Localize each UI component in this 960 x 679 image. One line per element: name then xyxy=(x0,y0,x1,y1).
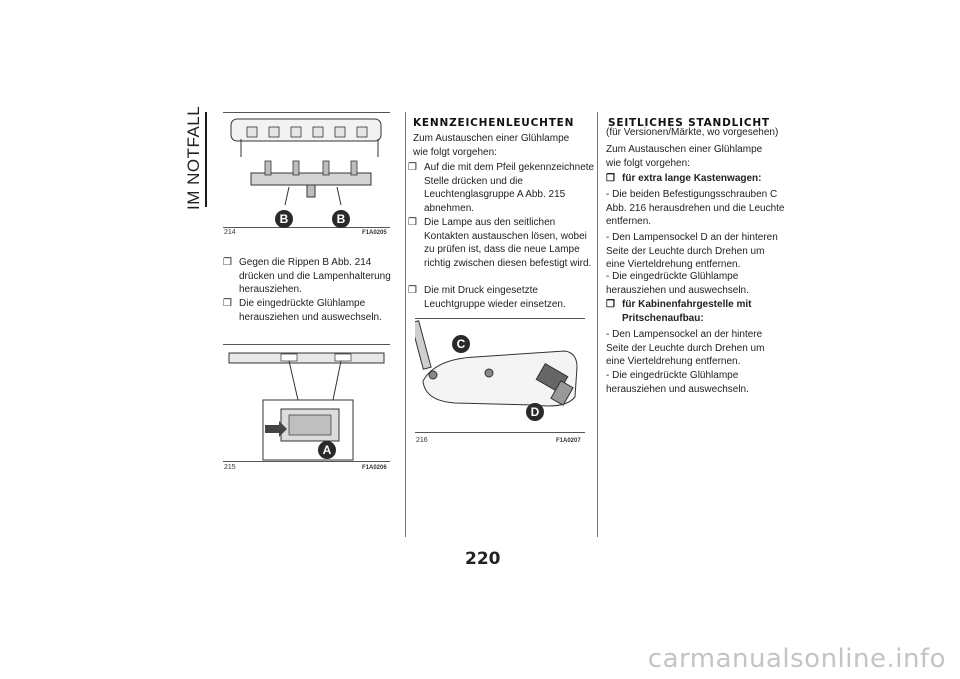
section-title-seitliches-standlicht: SEITLICHES STANDLICHT xyxy=(608,117,770,129)
callout-b-1: B xyxy=(275,210,293,228)
page-number: 220 xyxy=(465,549,501,569)
checkbox-bullet-icon: ❒ xyxy=(223,298,232,309)
list-item: - Die eingedrückte Glühlampe herausziehen und auswechseln. xyxy=(606,271,749,296)
subheading-extra-lange-kastenwagen: ❒ für extra lange Kastenwagen: xyxy=(606,173,762,184)
side-marker-illustration xyxy=(415,319,585,432)
intro-text: Zum Austauschen einer Glühlampe wie folgt vorgehen: xyxy=(413,133,570,158)
checkbox-bullet-icon: ❒ xyxy=(408,162,417,173)
section-subtitle: (für Versionen/Märkte, wo vorgesehen) xyxy=(606,127,779,138)
subheading-kabinenfahrgestelle: ❒ für Kabinenfahrgestelle mit Pritschenaufbau: xyxy=(606,299,752,324)
figure-215 xyxy=(223,344,390,462)
list-item: ❒ Die Lampe aus den seitlichen Kontakten austauschen lösen, wobei zu prüfen ist, dass die neue Lampe richtig zwischen diesen befestigt wird. xyxy=(408,217,592,269)
checkbox-bullet-icon: ❒ xyxy=(408,285,417,296)
list-item: - Den Lampensockel D an der hinteren Seite der Leuchte durch Drehen um eine Vierteldrehung entfernen. xyxy=(606,232,778,270)
watermark-footer xyxy=(0,640,960,679)
callout-d: D xyxy=(526,403,544,421)
figure-214 xyxy=(223,112,390,228)
list-item: - Die beiden Befestigungsschrauben C Abb. 216 herausdrehen und die Leuchte entfernen. xyxy=(606,189,785,227)
list-item: ❒ Die mit Druck eingesetzte Leuchtgruppe wieder einsetzen. xyxy=(408,285,566,310)
list-item: - Den Lampensockel an der hintere Seite der Leuchte durch Drehen um eine Vierteldrehung entfernen. xyxy=(606,329,765,367)
list-item: ❒ Die eingedrückte Glühlampe herausziehen und auswechseln. xyxy=(223,298,382,323)
figure-code-215: F1A0206 xyxy=(362,465,387,471)
list-item: - Die eingedrückte Glühlampe herausziehen und auswechseln. xyxy=(606,370,749,395)
section-side-title: IM NOTFALL xyxy=(184,105,203,210)
figure-number-215: 215 xyxy=(224,464,236,471)
checkbox-bullet-icon: ❒ xyxy=(606,299,615,310)
callout-c: C xyxy=(452,335,470,353)
plate-light-illustration xyxy=(223,345,390,461)
column-divider-1 xyxy=(405,112,406,537)
list-item: ❒ Gegen die Rippen B Abb. 214 drücken und die Lampenhalterung herausziehen. xyxy=(223,257,391,295)
watermark-text: carmanualsonline.info xyxy=(647,644,946,674)
list-item: ❒ Auf die mit dem Pfeil gekennzeichnete Stelle drücken und die Leuchtenglasgruppe A Abb. 215 abnehmen. xyxy=(408,162,595,214)
figure-number-214: 214 xyxy=(224,229,236,236)
figure-code-216: F1A0207 xyxy=(556,438,581,444)
checkbox-bullet-icon: ❒ xyxy=(606,173,615,184)
figure-216 xyxy=(415,318,585,433)
checkbox-bullet-icon: ❒ xyxy=(223,257,232,268)
figure-code-214: F1A0205 xyxy=(362,230,387,236)
checkbox-bullet-icon: ❒ xyxy=(408,217,417,228)
lamp-holder-illustration xyxy=(223,113,390,227)
figure-number-216: 216 xyxy=(416,437,428,444)
callout-b-2: B xyxy=(332,210,350,228)
callout-a: A xyxy=(318,441,336,459)
side-title-rule xyxy=(205,112,207,207)
intro-text: Zum Austauschen einer Glühlampe wie folgt vorgehen: xyxy=(606,144,763,169)
section-title-kennzeichenleuchten: KENNZEICHENLEUCHTEN xyxy=(413,117,575,129)
